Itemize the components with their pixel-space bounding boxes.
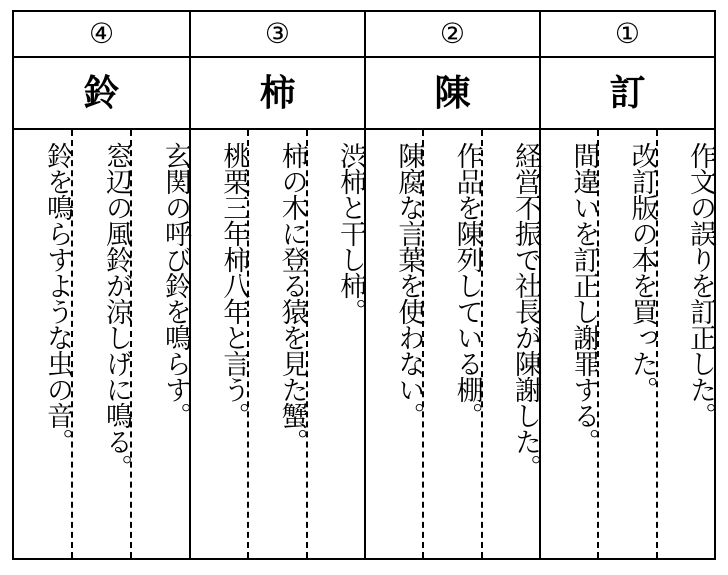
column-3 [189,12,364,558]
sentence-cell [308,130,364,558]
sentence-cell [424,130,482,558]
target-kanji: 柿 [191,58,364,130]
kanji-worksheet [12,10,716,560]
sentence-cell [366,130,424,558]
column-1 [539,12,714,558]
example-sentence: 渋柿と干し柿。 [334,142,366,324]
example-sentences [366,130,539,558]
example-sentence: 桃栗三年柿八年と言う。 [218,142,250,428]
example-sentence: 鈴を鳴らすような虫の音。 [41,142,73,454]
example-sentences [191,130,364,558]
target-kanji: 鈴 [14,58,189,130]
column-number: ④ [14,12,189,58]
sentence-cell [191,130,249,558]
sentence-cell [599,130,657,558]
example-sentence: 改訂版の本を買った。 [626,142,658,402]
sentence-cell [249,130,307,558]
example-sentence: 経営不振で社長が陳謝した。 [509,142,541,480]
sentence-cell [658,130,714,558]
target-kanji: 陳 [366,58,539,130]
example-sentence: 作品を陳列している棚。 [451,142,483,428]
sentence-cell [483,130,539,558]
example-sentence: 玄関の呼び鈴を鳴らす。 [159,142,191,428]
example-sentences [541,130,714,558]
example-sentence: 柿の木に登る猿を見た蟹。 [276,142,308,454]
example-sentence: 陳腐な言葉を使わない。 [393,142,425,428]
column-number: ① [541,12,714,58]
column-number: ③ [191,12,364,58]
sentence-cell [541,130,599,558]
column-2 [364,12,539,558]
column-number: ② [366,12,539,58]
example-sentence: 作文の誤りを訂正した。 [684,142,716,428]
target-kanji: 訂 [541,58,714,130]
example-sentence: 間違いを訂正し謝罪する。 [568,142,600,454]
column-4 [14,12,189,558]
example-sentences [14,130,189,558]
sentence-cell [14,130,73,558]
sentence-cell [73,130,132,558]
sentence-cell [132,130,189,558]
example-sentence: 窓辺の風鈴が涼しげに鳴る。 [100,142,132,480]
